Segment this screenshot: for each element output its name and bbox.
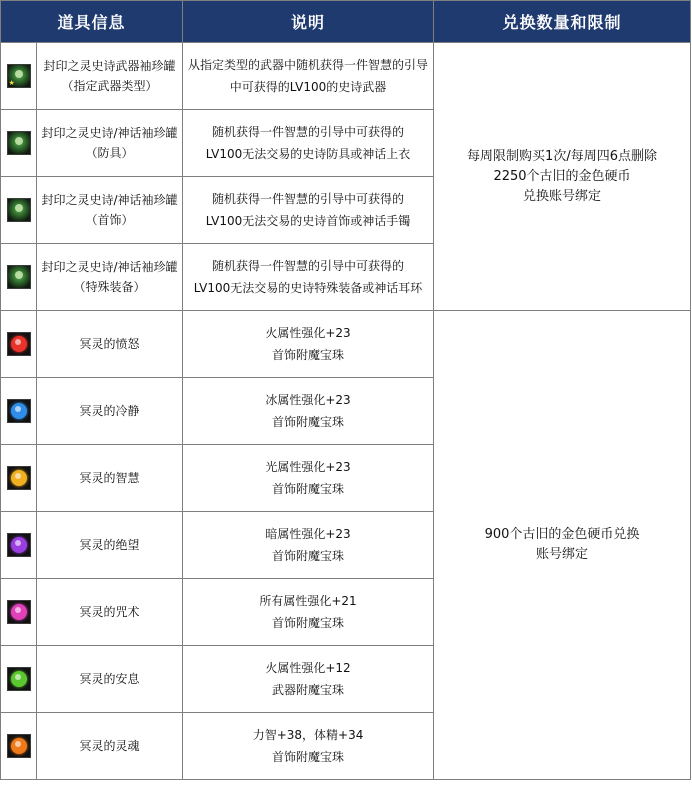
item-name-sub: （指定武器类型） xyxy=(61,79,158,93)
item-name: 封印之灵史诗/神话袖珍罐 xyxy=(41,193,178,207)
item-name: 冥灵的智慧 xyxy=(37,445,183,512)
item-name: 封印之灵史诗武器袖珍罐 xyxy=(43,59,176,73)
item-desc-line: 随机获得一件智慧的引导中可获得的 xyxy=(212,192,405,206)
sealed-jar-icon: ★ xyxy=(7,64,31,88)
item-name: 冥灵的冷静 xyxy=(37,378,183,445)
item-desc-line: LV100无法交易的史诗特殊装备或神话耳环 xyxy=(193,281,423,295)
item-desc-line: 力智+38，体精+34 xyxy=(252,728,364,742)
yellow-orb-icon xyxy=(7,466,31,490)
limit-line: 900个古旧的金色硬币兑换 xyxy=(484,527,640,542)
sealed-jar-icon xyxy=(7,265,31,289)
item-desc-line: 所有属性强化+21 xyxy=(259,594,357,608)
limit-line: 兑换账号绑定 xyxy=(523,188,602,204)
blue-orb-icon xyxy=(7,399,31,423)
item-desc-line: 首饰附魔宝珠 xyxy=(272,415,345,429)
red-orb-icon xyxy=(7,332,31,356)
item-desc-line: 中可获得的LV100的史诗武器 xyxy=(229,80,387,94)
header-exchange-limit: 兑换数量和限制 xyxy=(434,1,691,43)
item-desc-line: 从指定类型的武器中随机获得一件智慧的引导 xyxy=(188,58,429,72)
item-desc-line: 随机获得一件智慧的引导中可获得的 xyxy=(212,125,405,139)
table-header-row xyxy=(1,1,691,43)
green-orb-icon xyxy=(7,667,31,691)
limit-line: 2250个古旧的金色硬币 xyxy=(493,168,631,184)
item-desc-line: 光属性强化+23 xyxy=(265,460,351,474)
item-name: 封印之灵史诗/神话袖珍罐 xyxy=(41,260,178,274)
item-name: 冥灵的灵魂 xyxy=(37,713,183,780)
header-item-info: 道具信息 xyxy=(1,1,183,43)
item-desc-line: 武器附魔宝珠 xyxy=(272,683,345,697)
item-name-sub: （首饰） xyxy=(85,213,134,227)
item-desc-line: 首饰附魔宝珠 xyxy=(272,750,345,764)
item-desc-line: 火属性强化+12 xyxy=(265,661,351,675)
sealed-jar-icon xyxy=(7,131,31,155)
jar-limit-cell xyxy=(434,43,691,311)
item-name: 冥灵的绝望 xyxy=(37,512,183,579)
item-desc-line: 首饰附魔宝珠 xyxy=(272,616,345,630)
item-name-sub: （防具） xyxy=(85,146,134,160)
item-desc-line: 暗属性强化+23 xyxy=(265,527,351,541)
item-name: 冥灵的咒术 xyxy=(37,579,183,646)
pink-orb-icon xyxy=(7,600,31,624)
orb-limit-cell xyxy=(434,311,691,780)
item-desc-line: LV100无法交易的史诗首饰或神话手镯 xyxy=(205,214,411,228)
item-desc-line: 首饰附魔宝珠 xyxy=(272,482,345,496)
limit-line: 账号绑定 xyxy=(536,547,589,562)
item-desc-line: 冰属性强化+23 xyxy=(265,393,351,407)
limit-line: 每周限制购买1次/每周四6点删除 xyxy=(467,148,657,164)
item-desc-line: 首饰附魔宝珠 xyxy=(272,348,345,362)
table-row xyxy=(1,311,691,378)
item-desc-line: 首饰附魔宝珠 xyxy=(272,549,345,563)
table-row xyxy=(1,43,691,110)
sealed-jar-icon xyxy=(7,198,31,222)
item-name: 冥灵的安息 xyxy=(37,646,183,713)
item-name: 冥灵的愤怒 xyxy=(37,311,183,378)
header-description: 说明 xyxy=(183,1,434,43)
item-name-sub: （特殊装备） xyxy=(73,280,146,294)
item-desc-line: 火属性强化+23 xyxy=(265,326,351,340)
item-name: 封印之灵史诗/神话袖珍罐 xyxy=(41,126,178,140)
purple-orb-icon xyxy=(7,533,31,557)
item-desc-line: 随机获得一件智慧的引导中可获得的 xyxy=(212,259,405,273)
item-desc-line: LV100无法交易的史诗防具或神话上衣 xyxy=(205,147,411,161)
orange-orb-icon xyxy=(7,734,31,758)
